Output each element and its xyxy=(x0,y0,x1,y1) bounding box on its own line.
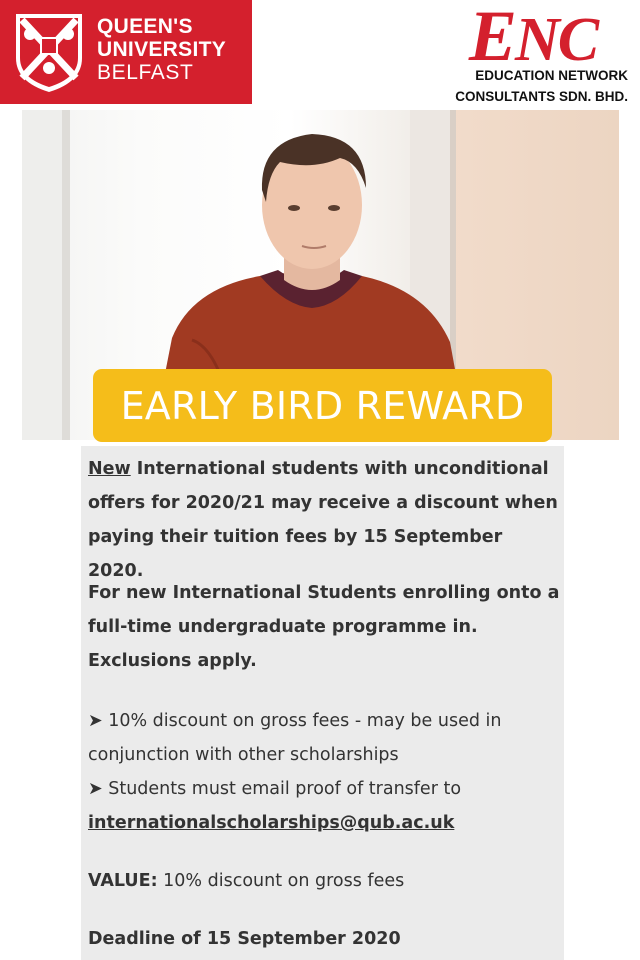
value-text: 10% discount on gross fees xyxy=(157,871,405,891)
benefit-item-discount: ➤ 10% discount on gross fees - may be used in conjunction with other scholarships xyxy=(88,711,502,765)
value-line xyxy=(88,866,563,896)
benefit-item-proof: ➤ Students must email proof of transfer to xyxy=(88,779,462,799)
enc-name-line-2: CONSULTANTS SDN. BHD. xyxy=(455,89,628,104)
qub-name-line-1: QUEEN'S xyxy=(97,15,193,38)
qub-name-line-2: UNIVERSITY xyxy=(97,38,227,61)
intro-paragraph xyxy=(88,452,563,588)
intro-text: International students with unconditional offers for 2020/21 may receive a discount when paying their tuition fees by 15 September 2020. xyxy=(88,459,558,581)
qub-name-line-3: BELFAST xyxy=(97,61,194,84)
enc-mark-e: E xyxy=(468,0,515,76)
early-bird-banner: EARLY BIRD REWARD xyxy=(93,369,552,442)
eligibility-paragraph: For new International Students enrolling onto a full-time undergraduate programme in. Exclusions apply. xyxy=(88,583,560,671)
qub-logo xyxy=(0,0,252,104)
enc-name-line-1: EDUCATION NETWORK xyxy=(475,68,628,83)
deadline-line: Deadline of 15 September 2020 xyxy=(88,929,401,949)
university-crest-icon xyxy=(14,12,84,94)
benefits-list xyxy=(88,704,563,840)
enc-mark xyxy=(458,0,608,76)
scholarship-email-link[interactable]: internationalscholarships@qub.ac.uk xyxy=(88,813,455,833)
enc-logo xyxy=(420,0,640,110)
enc-mark-nc: NC xyxy=(514,6,598,74)
intro-lead: New xyxy=(88,459,131,479)
value-label: VALUE: xyxy=(88,871,158,891)
